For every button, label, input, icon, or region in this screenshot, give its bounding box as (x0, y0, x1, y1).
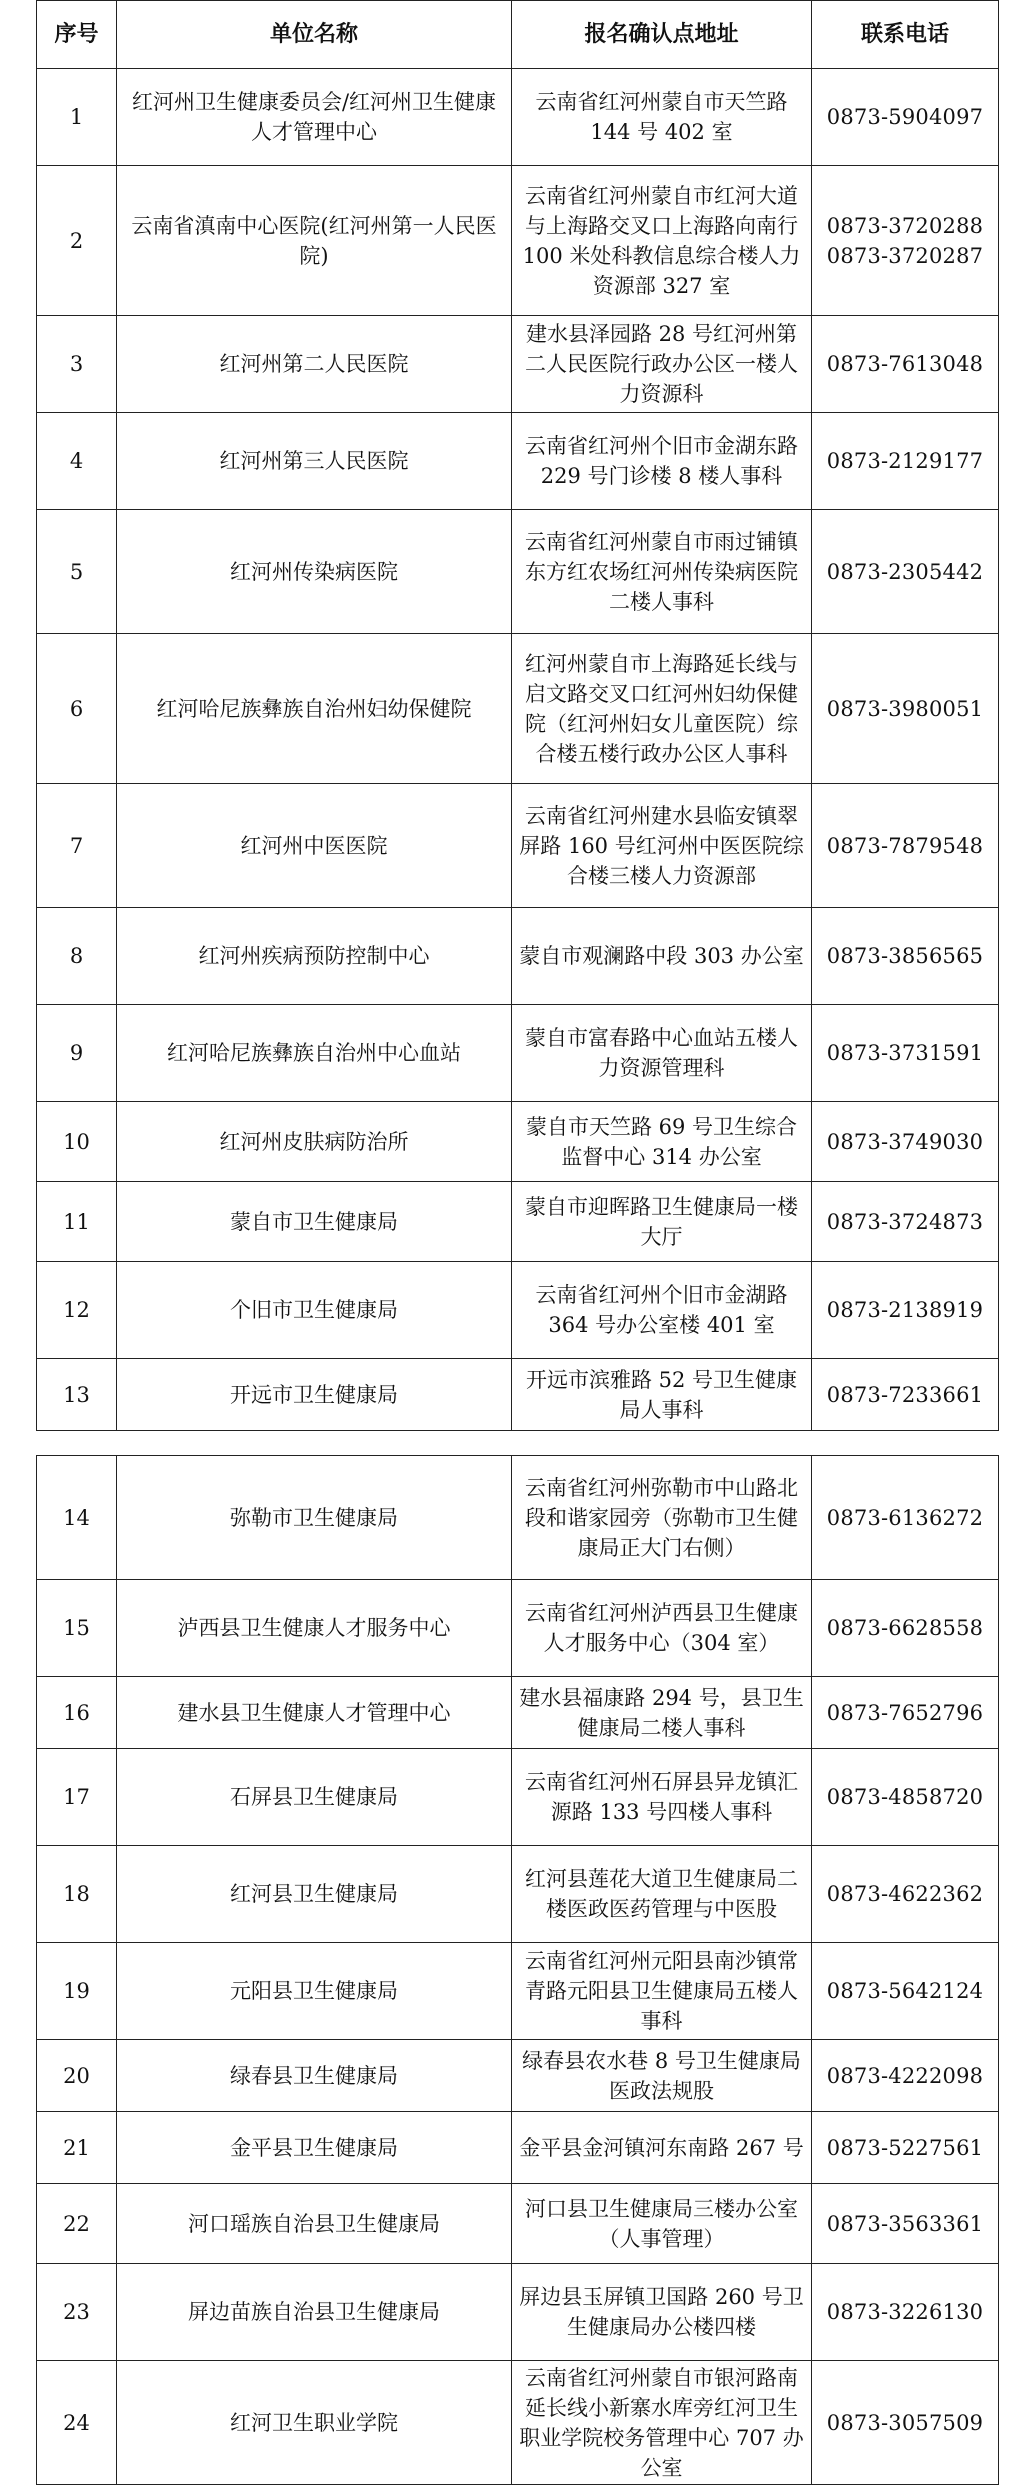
unit-name: 云南省滇南中心医院(红河州第一人民医院) (117, 166, 512, 316)
phone-number (812, 634, 999, 784)
address: 云南省红河州弥勒市中山路北段和谐家园旁（弥勒市卫生健康局正大门右侧） (512, 1456, 812, 1580)
row-number: 20 (37, 2040, 117, 2112)
address: 绿春县农水巷 8 号卫生健康局医政法规股 (512, 2040, 812, 2112)
phone-line: 0873-3057509 (826, 2410, 984, 2435)
phone-line: 0873-4858720 (826, 1785, 984, 1809)
phone-line: 0873-3563361 (826, 2211, 984, 2236)
row-number: 8 (37, 908, 117, 1005)
table-row (37, 2184, 999, 2264)
address: 红河县莲花大道卫生健康局二楼医政医药管理与中医股 (512, 1846, 812, 1943)
table-row (37, 784, 999, 908)
phone-line: 0873-5642124 (826, 1979, 984, 2003)
phone-line: 0873-2138919 (826, 1298, 984, 1322)
phone-line: 0873-4222098 (826, 2063, 984, 2088)
phone-line: 0873-3226130 (826, 2300, 984, 2324)
table-row (37, 1359, 999, 1431)
row-number: 21 (37, 2112, 117, 2184)
row-number: 3 (37, 316, 117, 413)
row-number: 2 (37, 166, 117, 316)
address: 云南省红河州元阳县南沙镇常青路元阳县卫生健康局五楼人事科 (512, 1943, 812, 2040)
phone-number (812, 316, 999, 413)
phone-number (812, 1846, 999, 1943)
phone-line: 0873-3731591 (826, 1041, 984, 1065)
table-body-1 (37, 69, 999, 1431)
header-no: 序号 (37, 1, 117, 69)
header-address: 报名确认点地址 (512, 1, 812, 69)
unit-name: 开远市卫生健康局 (117, 1359, 512, 1431)
phone-number (812, 1677, 999, 1749)
phone-line: 0873-7879548 (826, 833, 984, 858)
phone-number (812, 1359, 999, 1431)
unit-name: 绿春县卫生健康局 (117, 2040, 512, 2112)
header-phone: 联系电话 (812, 1, 999, 69)
table-row (37, 1846, 999, 1943)
phone-number (812, 2112, 999, 2184)
phone-number (812, 1580, 999, 1677)
address: 云南省红河州蒙自市银河路南延长线小新寨水库旁红河卫生职业学院校务管理中心 707 办公室 (512, 2361, 812, 2485)
phone-number (812, 1749, 999, 1846)
address: 云南省红河州蒙自市雨过铺镇东方红农场红河州传染病医院二楼人事科 (512, 510, 812, 634)
unit-name: 蒙自市卫生健康局 (117, 1182, 512, 1262)
phone-line: 0873-6628558 (826, 1616, 984, 1640)
table-row (37, 1456, 999, 1580)
address: 建水县泽园路 28 号红河州第二人民医院行政办公区一楼人力资源科 (512, 316, 812, 413)
unit-name: 红河哈尼族彝族自治州中心血站 (117, 1005, 512, 1102)
unit-name: 红河州疾病预防控制中心 (117, 908, 512, 1005)
phone-number (812, 908, 999, 1005)
table-row (37, 2361, 999, 2485)
address: 红河州蒙自市上海路延长线与启文路交叉口红河州妇幼保健院（红河州妇女儿童医院）综合楼五楼行政办公区人事科 (512, 634, 812, 784)
table-header-row (37, 1, 999, 69)
row-number: 15 (37, 1580, 117, 1677)
unit-name: 建水县卫生健康人才管理中心 (117, 1677, 512, 1749)
unit-name: 元阳县卫生健康局 (117, 1943, 512, 2040)
table-body-2 (37, 1456, 999, 2485)
phone-number (812, 1262, 999, 1359)
address: 云南省红河州个旧市金湖东路 229 号门诊楼 8 楼人事科 (512, 413, 812, 510)
header-unit: 单位名称 (117, 1, 512, 69)
row-number: 17 (37, 1749, 117, 1846)
table-row (37, 1943, 999, 2040)
row-number: 23 (37, 2264, 117, 2361)
contact-table-part-1 (36, 0, 999, 1431)
phone-number (812, 1456, 999, 1580)
address: 云南省红河州石屏县异龙镇汇源路 133 号四楼人事科 (512, 1749, 812, 1846)
phone-number (812, 784, 999, 908)
unit-name: 红河州卫生健康委员会/红河州卫生健康人才管理中心 (117, 69, 512, 166)
phone-line: 0873-6136272 (826, 1505, 984, 1530)
phone-line: 0873-7652796 (826, 1700, 984, 1725)
unit-name: 个旧市卫生健康局 (117, 1262, 512, 1359)
phone-number (812, 1943, 999, 2040)
table-row (37, 1005, 999, 1102)
row-number: 24 (37, 2361, 117, 2485)
table-row (37, 1580, 999, 1677)
row-number: 12 (37, 1262, 117, 1359)
phone-line: 0873-3724873 (826, 1209, 984, 1234)
unit-name: 红河卫生职业学院 (117, 2361, 512, 2485)
row-number: 5 (37, 510, 117, 634)
row-number: 22 (37, 2184, 117, 2264)
phone-number (812, 166, 999, 316)
phone-number (812, 1102, 999, 1182)
row-number: 14 (37, 1456, 117, 1580)
unit-name: 红河哈尼族彝族自治州妇幼保健院 (117, 634, 512, 784)
phone-line: 0873-3720287 (826, 243, 984, 268)
table-row (37, 1182, 999, 1262)
phone-line: 0873-3856565 (826, 944, 984, 968)
unit-name: 红河州第二人民医院 (117, 316, 512, 413)
phone-line: 0873-2305442 (826, 559, 984, 584)
unit-name: 金平县卫生健康局 (117, 2112, 512, 2184)
phone-number (812, 413, 999, 510)
phone-line: 0873-7613048 (826, 352, 984, 376)
row-number: 10 (37, 1102, 117, 1182)
table-row (37, 1749, 999, 1846)
address: 云南省红河州蒙自市天竺路 144 号 402 室 (512, 69, 812, 166)
unit-name: 红河州中医医院 (117, 784, 512, 908)
table-row (37, 1262, 999, 1359)
table-row (37, 634, 999, 784)
row-number: 9 (37, 1005, 117, 1102)
phone-line: 0873-3749030 (826, 1129, 984, 1154)
unit-name: 泸西县卫生健康人才服务中心 (117, 1580, 512, 1677)
phone-number (812, 2040, 999, 2112)
table-row (37, 908, 999, 1005)
address: 云南省红河州建水县临安镇翠屏路 160 号红河州中医医院综合楼三楼人力资源部 (512, 784, 812, 908)
row-number: 19 (37, 1943, 117, 2040)
phone-line: 0873-4622362 (826, 1882, 984, 1906)
address: 建水县福康路 294 号，县卫生健康局二楼人事科 (512, 1677, 812, 1749)
phone-line: 0873-3980051 (826, 696, 984, 721)
address: 河口县卫生健康局三楼办公室（人事管理） (512, 2184, 812, 2264)
row-number: 6 (37, 634, 117, 784)
row-number: 1 (37, 69, 117, 166)
address: 蒙自市富春路中心血站五楼人力资源管理科 (512, 1005, 812, 1102)
unit-name: 红河县卫生健康局 (117, 1846, 512, 1943)
unit-name: 屏边苗族自治县卫生健康局 (117, 2264, 512, 2361)
phone-line: 0873-7233661 (826, 1382, 984, 1407)
phone-number (812, 1005, 999, 1102)
phone-line: 0873-5227561 (826, 2135, 984, 2160)
table-row (37, 2112, 999, 2184)
address: 云南省红河州泸西县卫生健康人才服务中心（304 室） (512, 1580, 812, 1677)
address: 屏边县玉屏镇卫国路 260 号卫生健康局办公楼四楼 (512, 2264, 812, 2361)
address: 蒙自市天竺路 69 号卫生综合监督中心 314 办公室 (512, 1102, 812, 1182)
unit-name: 红河州传染病医院 (117, 510, 512, 634)
row-number: 16 (37, 1677, 117, 1749)
address: 开远市滨雅路 52 号卫生健康局人事科 (512, 1359, 812, 1431)
table-row (37, 166, 999, 316)
table-row (37, 1677, 999, 1749)
contact-table-part-2 (36, 1455, 999, 2485)
row-number: 11 (37, 1182, 117, 1262)
phone-number (812, 510, 999, 634)
address: 云南省红河州蒙自市红河大道与上海路交叉口上海路向南行 100 米处科教信息综合楼人力资源部 327 室 (512, 166, 812, 316)
unit-name: 红河州皮肤病防治所 (117, 1102, 512, 1182)
table-row (37, 69, 999, 166)
row-number: 18 (37, 1846, 117, 1943)
table-row (37, 2040, 999, 2112)
phone-line: 0873-5904097 (826, 105, 984, 129)
table-row (37, 316, 999, 413)
phone-number (812, 2264, 999, 2361)
unit-name: 河口瑶族自治县卫生健康局 (117, 2184, 512, 2264)
table-row (37, 1102, 999, 1182)
address: 蒙自市迎晖路卫生健康局一楼大厅 (512, 1182, 812, 1262)
phone-line: 0873-2129177 (826, 449, 984, 473)
phone-line: 0873-3720288 (826, 213, 984, 238)
phone-number (812, 1182, 999, 1262)
phone-number (812, 2184, 999, 2264)
unit-name: 弥勒市卫生健康局 (117, 1456, 512, 1580)
phone-number (812, 2361, 999, 2485)
table-row (37, 510, 999, 634)
row-number: 7 (37, 784, 117, 908)
table-row (37, 2264, 999, 2361)
table-row (37, 413, 999, 510)
row-number: 13 (37, 1359, 117, 1431)
row-number: 4 (37, 413, 117, 510)
unit-name: 石屏县卫生健康局 (117, 1749, 512, 1846)
address: 金平县金河镇河东南路 267 号 (512, 2112, 812, 2184)
unit-name: 红河州第三人民医院 (117, 413, 512, 510)
address: 蒙自市观澜路中段 303 办公室 (512, 908, 812, 1005)
address: 云南省红河州个旧市金湖路 364 号办公室楼 401 室 (512, 1262, 812, 1359)
phone-number (812, 69, 999, 166)
